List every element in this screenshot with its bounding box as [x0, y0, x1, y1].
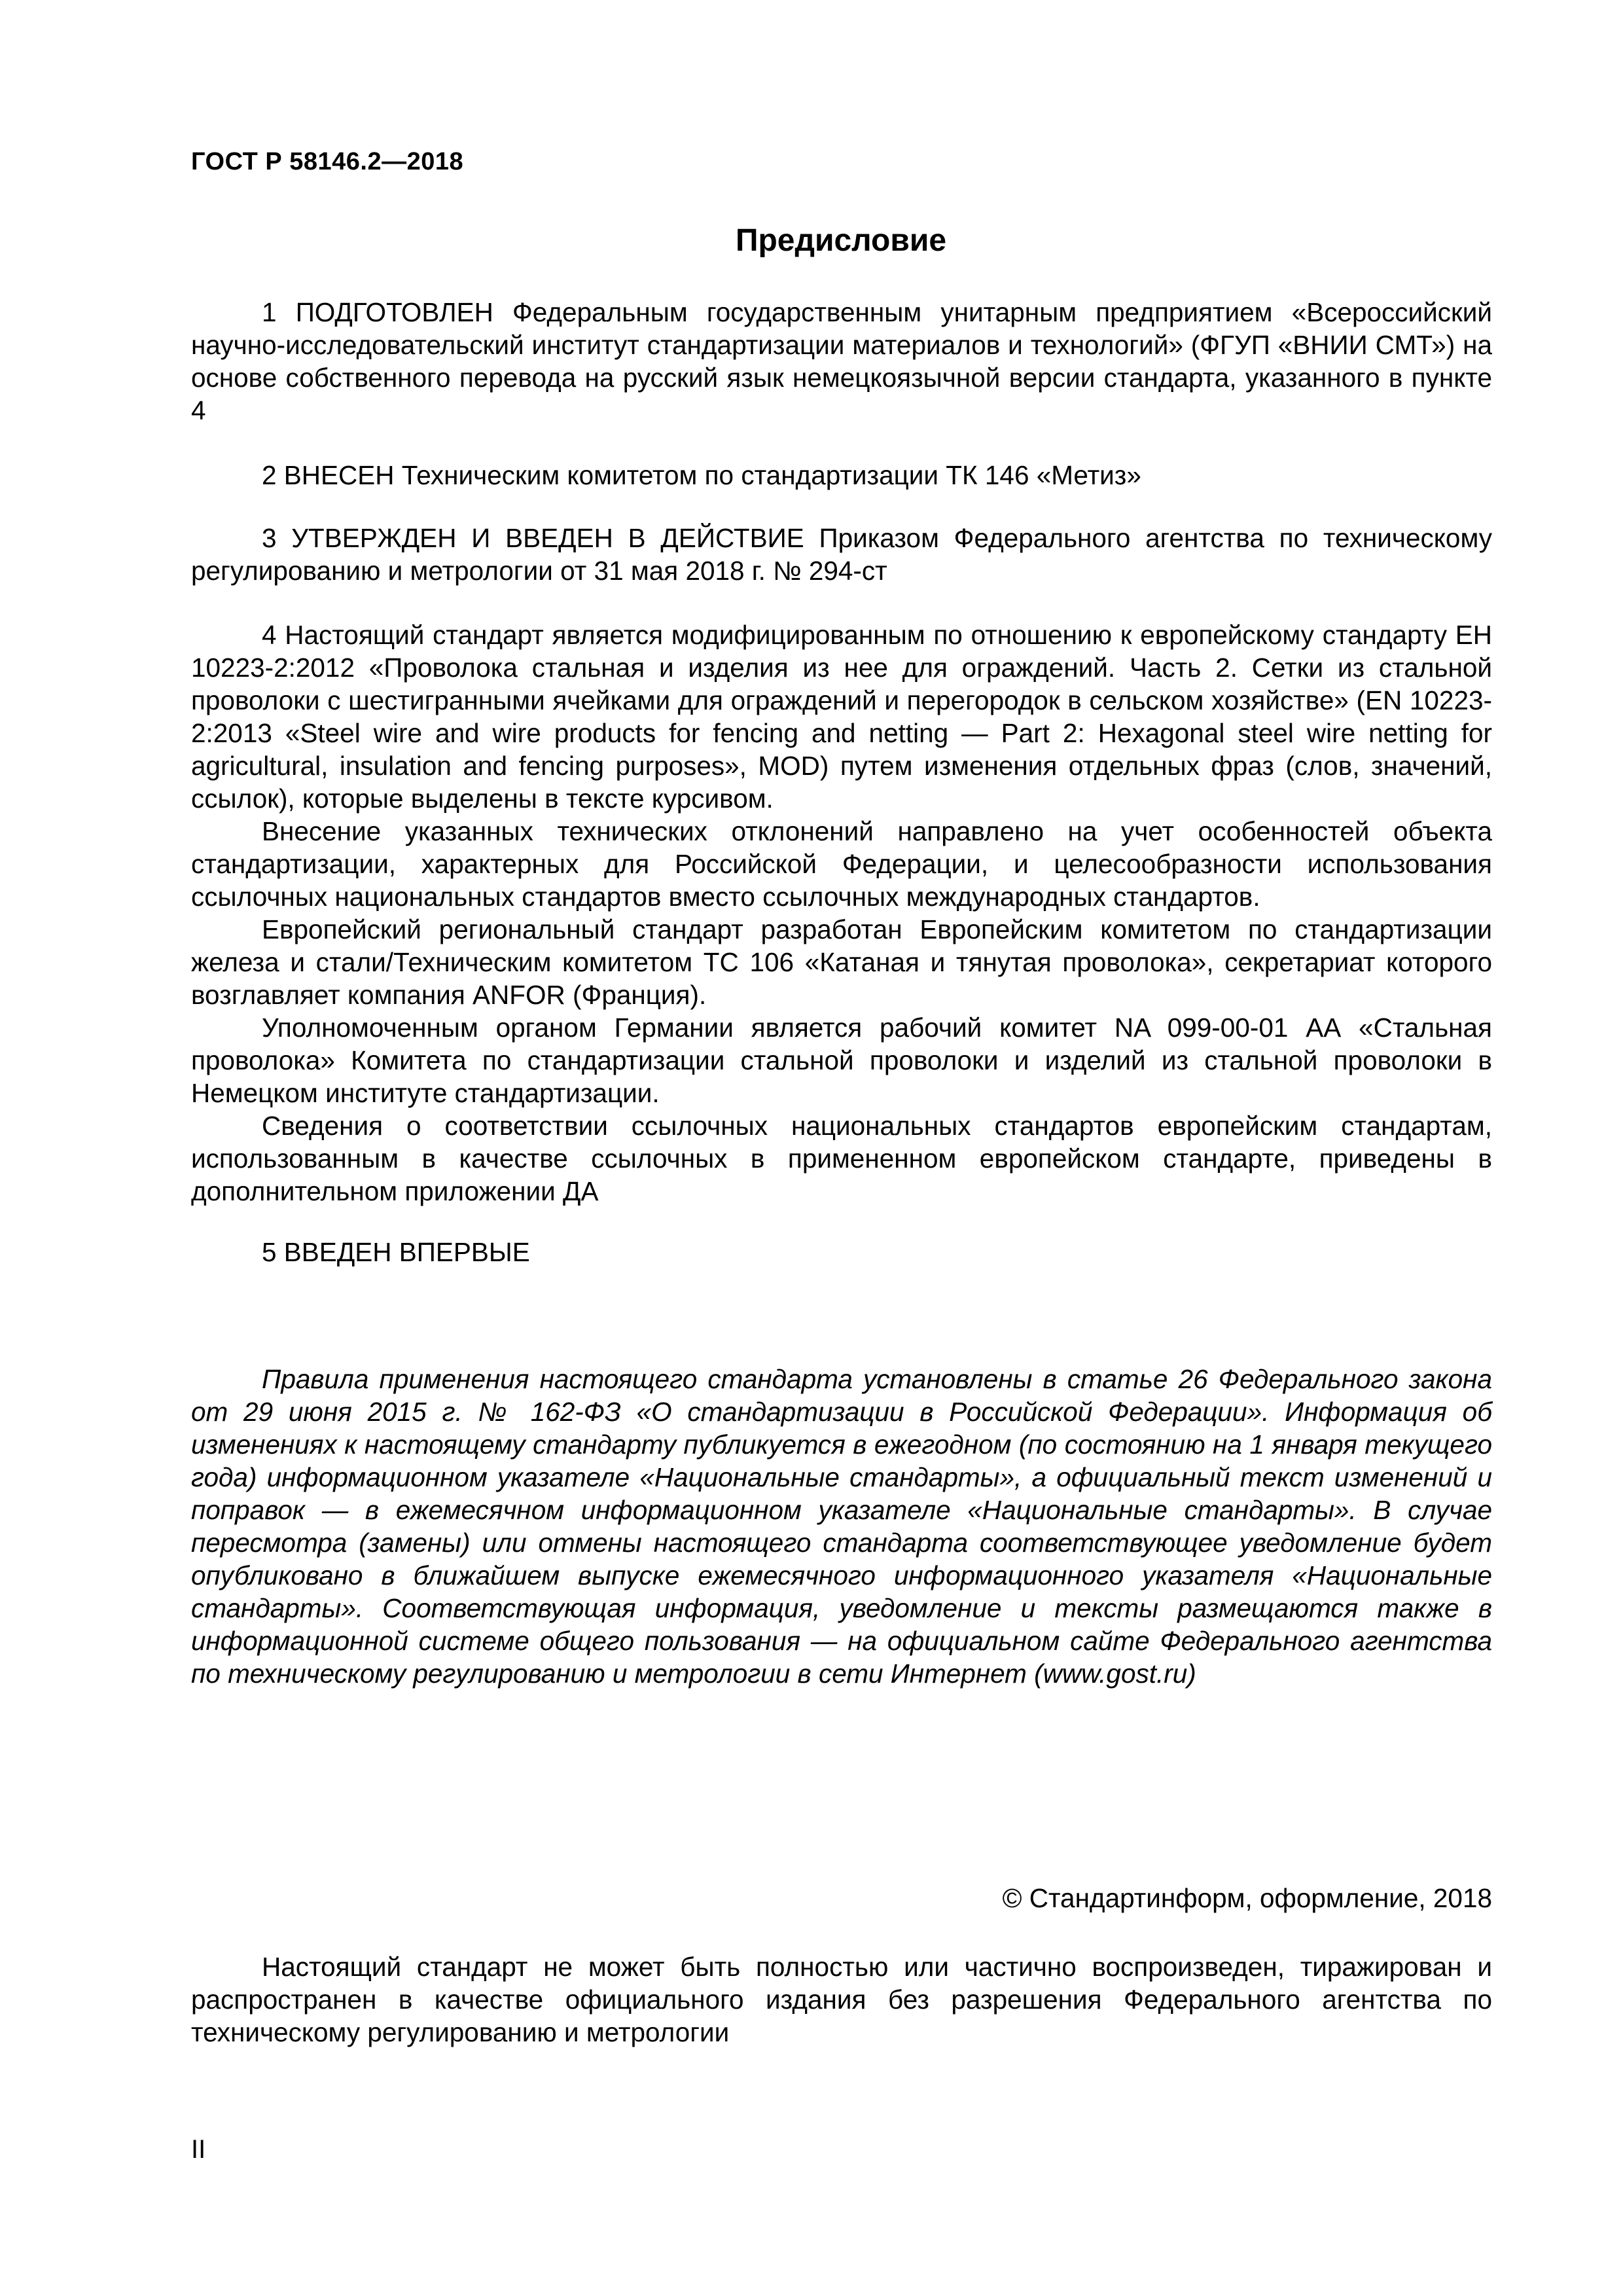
- reproduction-notice-paragraph: Настоящий стандарт не может быть полностью или частично воспроизведен, тиражирован и распространен в качестве официального издания без разрешения Федерального агентства по техническому регулированию и метрологии: [191, 1952, 1492, 2047]
- item-1-block: [191, 296, 1492, 427]
- copyright-line: © Стандартинформ, оформление, 2018: [1002, 1883, 1492, 1913]
- item-4-paragraph-1: 4 Настоящий стандарт является модифицированным по отношению к европейскому стандарту ЕН 10223-2:2012 «Проволока стальная и изделия из нее для ограждений. Часть 2. Сетки из стальной проволоки с шестигранными ячейками для ограждений и перегородок в сельском хозяйстве» (EN 10223-2:2013 «Steel wire and wire products for fencing and netting — Part 2: Hexagonal steel wire netting for agricultural, insulation and fencing purposes», MOD) путем изменения отдельных фраз (слов, значений, ссылок), которые выделены в тексте курсивом.: [191, 620, 1492, 814]
- item-2-paragraph: 2 ВНЕСЕН Техническим комитетом по стандартизации ТК 146 «Метиз»: [262, 460, 1141, 490]
- page-number: II: [191, 2135, 206, 2164]
- item-4-paragraph-5: Сведения о соответствии ссылочных национальных стандартов европейским стандартам, использованным в качестве ссылочных в примененном европейском стандарте, приведены в дополнительном приложении ДА: [191, 1111, 1492, 1206]
- item-4-block: [191, 619, 1492, 1208]
- item-3-paragraph: 3 УТВЕРЖДЕН И ВВЕДЕН В ДЕЙСТВИЕ Приказом Федерального агентства по техническому регулированию и метрологии от 31 мая 2018 г. № 294-ст: [191, 523, 1492, 586]
- item-4-paragraph-4: Уполномоченным органом Германии является рабочий комитет NA 099-00-01 АА «Стальная проволока» Комитета по стандартизации стальной проволоки и изделий из стальной проволоки в Немецком институте стандартизации.: [191, 1013, 1492, 1108]
- item-5-block: [191, 1236, 1492, 1268]
- rules-notice-paragraph: Правила применения настоящего стандарта установлены в статье 26 Федерального закона от 29 июня 2015 г. № 162-ФЗ «О стандартизации в Российской Федерации». Информация об изменениях к настоящему стандарту публикуется в ежегодном (по состоянию на 1 января текущего года) информационном указателе «Национальные стандарты», а официальный текст изменений и поправок — в ежемесячном информационном указателе «Национальные стандарты». В случае пересмотра (замены) или отмены настоящего стандарта соответствующее уведомление будет опубликовано в ближайшем выпуске ежемесячного информационного указателя «Национальные стандарты». Соответствующая информация, уведомление и тексты размещаются также в информационной системе общего пользования — на официальном сайте Федерального агентства по техническому регулированию и метрологии в сети Интернет (www.gost.ru): [191, 1364, 1492, 1689]
- item-3-block: [191, 522, 1492, 587]
- item-4-paragraph-3: Европейский региональный стандарт разработан Европейским комитетом по стандартизации железа и стали/Техническим комитетом ТС 106 «Катаная и тянутая проволока», секретариат которого возглавляет компания ANFOR (Франция).: [191, 914, 1492, 1010]
- item-2-block: [191, 459, 1492, 492]
- item-1-paragraph: 1 ПОДГОТОВЛЕН Федеральным государственным унитарным предприятием «Всероссийский научно-исследовательский институт стандартизации материалов и технологий» (ФГУП «ВНИИ СМТ») на основе собственного перевода на русский язык немецкоязычной версии стандарта, указанного в пункте 4: [191, 297, 1492, 425]
- reproduction-notice-block: [191, 1950, 1492, 2049]
- rules-notice-block: [191, 1363, 1492, 1690]
- item-4-paragraph-2: Внесение указанных технических отклонений направлено на учет особенностей объекта стандартизации, характерных для Российской Федерации, и целесообразности использования ссылочных национальных стандартов вместо ссылочных международных стандартов.: [191, 816, 1492, 912]
- page-title: Предисловие: [735, 223, 947, 258]
- standard-code-header: ГОСТ Р 58146.2—2018: [191, 148, 464, 175]
- item-5-paragraph: 5 ВВЕДЕН ВПЕРВЫЕ: [262, 1237, 530, 1267]
